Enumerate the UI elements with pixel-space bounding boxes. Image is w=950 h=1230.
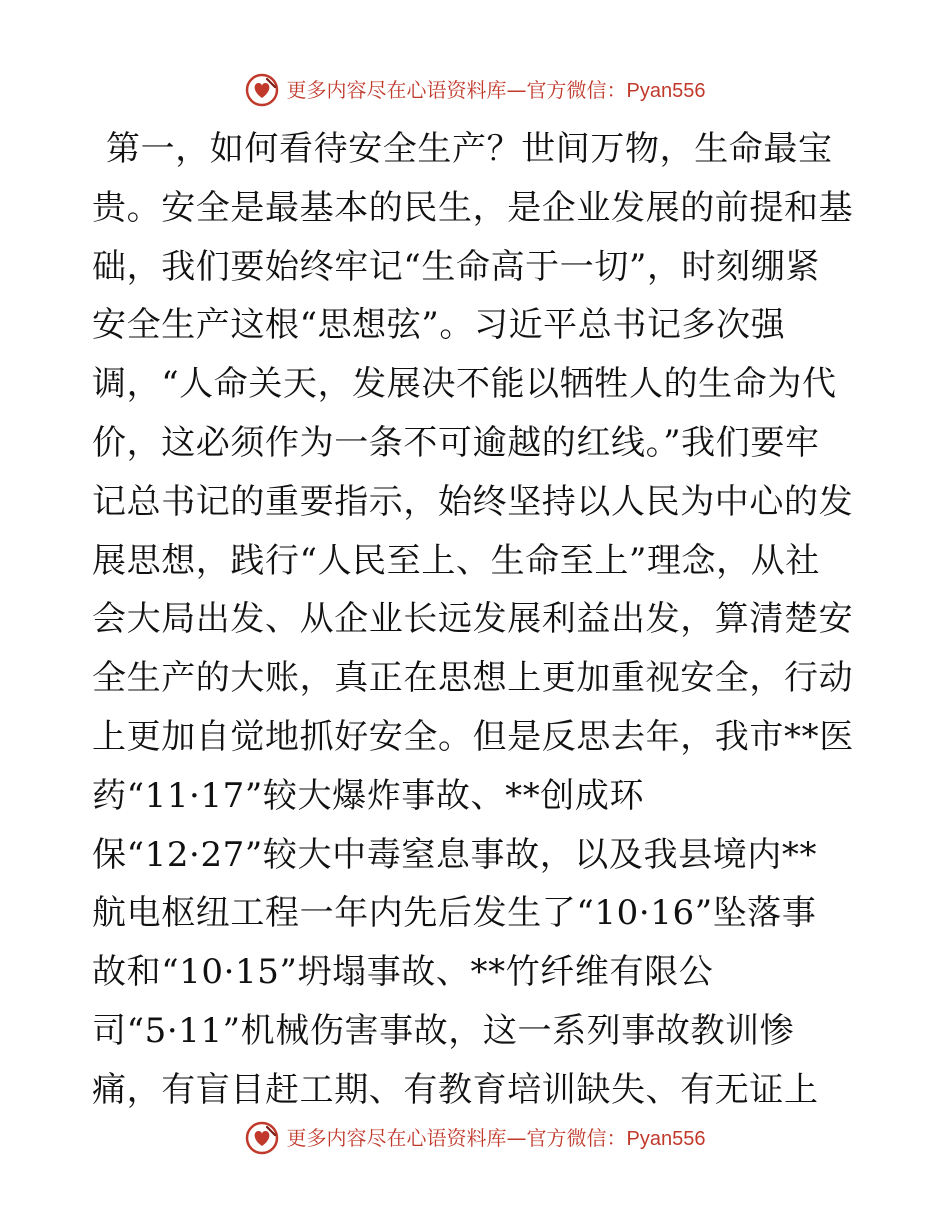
text-line-8: 展思想，践行“人民至上、生命至上”理念，从社 [92, 540, 820, 581]
text-line-5: 调，“人命关天，发展决不能以牺牲人的生命为代 [92, 364, 837, 405]
watermark-label: 更多内容尽在心语资料库—官方微信： [286, 1125, 627, 1150]
watermark-text [287, 70, 706, 111]
watermark-label: 更多内容尽在心语资料库—官方微信： [286, 77, 627, 102]
heart-pen-logo-icon [245, 1121, 279, 1155]
text-line-14: 航电枢纽工程一年内先后发生了“10·16”坠落事 [92, 893, 817, 934]
heart-pen-logo-icon [245, 73, 279, 107]
text-line-7: 记总书记的重要指示，始终坚持以人民为中心的发 [92, 481, 854, 522]
text-line-12: 药“11·17”较大爆炸事故、**创成环 [92, 775, 645, 816]
header-watermark [0, 70, 950, 110]
text-line-2: 贵。安全是最基本的民生，是企业发展的前提和基 [92, 187, 854, 228]
text-line-9: 会大局出发、从企业长远发展利益出发，算清楚安 [92, 599, 854, 640]
document-body [92, 120, 872, 1120]
watermark-handle: Pyan556 [626, 1127, 706, 1150]
text-line-1: 第一，如何看待安全生产？世间万物，生命最宝 [106, 129, 833, 169]
text-line-4: 安全生产这根“思想弦”。习近平总书记多次强 [92, 305, 786, 346]
text-line-17: 痛，有盲目赶工期、有教育培训缺失、有无证上 [92, 1069, 819, 1110]
footer-watermark [0, 1118, 950, 1158]
text-line-15: 故和“10·15”坍塌事故、**竹纤维有限公 [92, 952, 714, 993]
text-line-10: 全生产的大账，真正在思想上更加重视安全，行动 [92, 658, 854, 699]
text-line-16: 司“5·11”机械伤害事故，这一系列事故教训惨 [92, 1010, 795, 1051]
text-line-3: 础，我们要始终牢记“生命高于一切”，时刻绷紧 [92, 246, 820, 287]
watermark-handle: Pyan556 [626, 79, 706, 102]
watermark-text [287, 1118, 706, 1159]
text-line-13: 保“12·27”较大中毒窒息事故，以及我县境内** [92, 834, 818, 875]
text-line-6: 价，这必须作为一条不可逾越的红线。”我们要牢 [92, 422, 820, 463]
text-line-11: 上更加自觉地抓好安全。但是反思去年，我市**医 [92, 716, 854, 757]
